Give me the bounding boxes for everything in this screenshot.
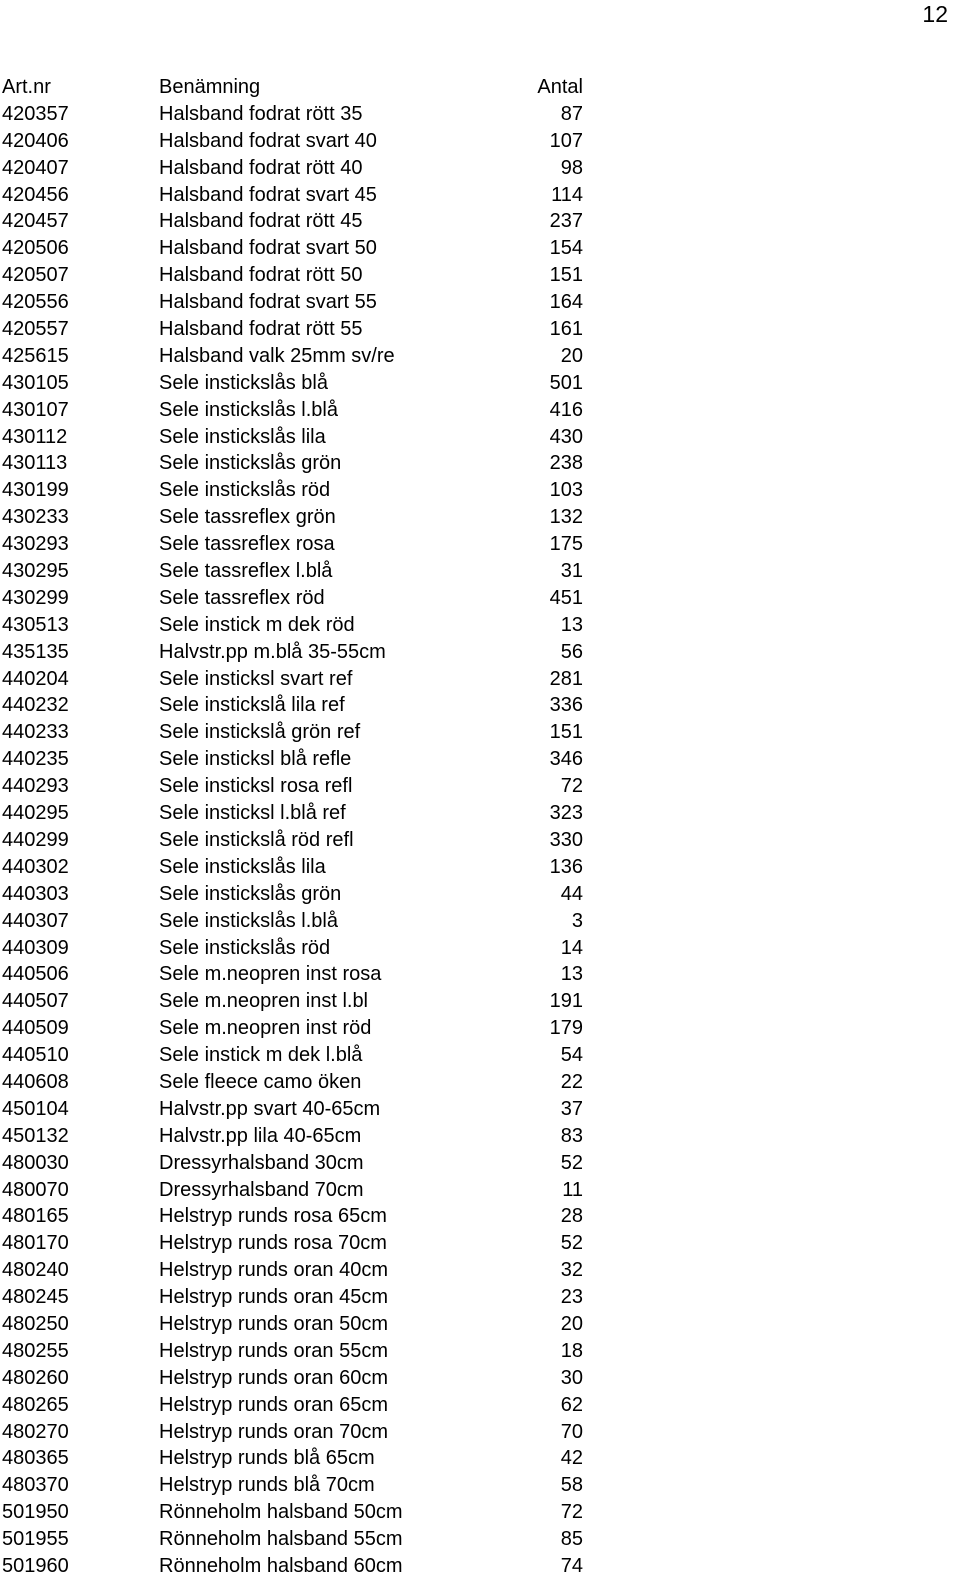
name-cell: Rönneholm halsband 60cm: [159, 1554, 403, 1577]
artnr-cell: 420507: [2, 264, 69, 287]
artnr-cell: 450132: [2, 1124, 69, 1147]
qty-cell: 32: [560, 1259, 583, 1282]
name-cell: Helstryp runds blå 65cm: [159, 1447, 375, 1470]
qty-cell: 103: [549, 479, 583, 502]
artnr-cell: 480030: [2, 1151, 69, 1174]
table-row: [0, 477, 960, 504]
qty-cell: 37: [560, 1097, 583, 1120]
artnr-cell: 430295: [2, 560, 69, 583]
header-artnr: Art.nr: [2, 76, 51, 98]
table-row: [0, 988, 960, 1015]
table-row: [0, 1419, 960, 1446]
table-row: [0, 1392, 960, 1419]
qty-cell: 330: [549, 828, 583, 851]
qty-cell: 136: [549, 855, 583, 878]
name-cell: Dressyrhalsband 70cm: [159, 1178, 364, 1201]
name-cell: Rönneholm halsband 55cm: [159, 1528, 403, 1551]
artnr-cell: 430513: [2, 613, 69, 636]
name-cell: Sele instickslå grön ref: [159, 721, 361, 744]
table-row: [0, 208, 960, 235]
qty-cell: 175: [549, 533, 583, 556]
table-row: [0, 800, 960, 827]
name-cell: Halsband fodrat rött 50: [159, 264, 363, 287]
name-cell: Dressyrhalsband 30cm: [159, 1151, 364, 1174]
name-cell: Halsband fodrat rött 40: [159, 156, 363, 179]
qty-cell: 416: [549, 398, 583, 421]
artnr-cell: 420406: [2, 129, 69, 152]
table-row: [0, 1069, 960, 1096]
table-row: [0, 1015, 960, 1042]
qty-cell: 132: [549, 506, 583, 529]
name-cell: Sele instickslås l.blå: [159, 398, 338, 421]
qty-cell: 23: [560, 1286, 583, 1309]
name-cell: Sele m.neopren inst rosa: [159, 963, 382, 986]
artnr-cell: 420357: [2, 102, 69, 125]
artnr-cell: 501950: [2, 1501, 69, 1524]
table-row: [0, 182, 960, 209]
name-cell: Sele instick m dek l.blå: [159, 1044, 363, 1067]
qty-cell: 54: [560, 1044, 583, 1067]
qty-cell: 14: [560, 936, 583, 959]
table-row: [0, 585, 960, 612]
qty-cell: 13: [560, 613, 583, 636]
table-row: [0, 1042, 960, 1069]
name-cell: Halvstr.pp svart 40-65cm: [159, 1097, 381, 1120]
name-cell: Sele instickslås grön: [159, 882, 342, 905]
table-row: [0, 1096, 960, 1123]
qty-cell: 72: [560, 1501, 583, 1524]
table-row: [0, 692, 960, 719]
artnr-cell: 420456: [2, 183, 69, 206]
table-row: [0, 1123, 960, 1150]
table-row: [0, 343, 960, 370]
name-cell: Sele instickslås blå: [159, 371, 328, 394]
name-cell: Sele insticksl l.blå ref: [159, 802, 346, 825]
table-row: [0, 935, 960, 962]
qty-cell: 18: [560, 1339, 583, 1362]
qty-cell: 114: [551, 183, 583, 206]
table-row: [0, 316, 960, 343]
artnr-cell: 480265: [2, 1393, 69, 1416]
qty-cell: 323: [549, 802, 583, 825]
table-row: [0, 101, 960, 128]
qty-cell: 161: [549, 318, 583, 341]
qty-cell: 281: [549, 667, 583, 690]
table-row: [0, 746, 960, 773]
qty-cell: 346: [549, 748, 583, 771]
table-row: [0, 370, 960, 397]
qty-cell: 31: [560, 560, 583, 583]
qty-cell: 3: [571, 909, 583, 932]
artnr-cell: 430113: [2, 452, 68, 475]
name-cell: Halvstr.pp m.blå 35-55cm: [159, 640, 386, 663]
table-row: [0, 128, 960, 155]
qty-cell: 44: [560, 882, 583, 905]
name-cell: Halsband valk 25mm sv/re: [159, 344, 395, 367]
qty-cell: 30: [560, 1366, 583, 1389]
table-row: [0, 531, 960, 558]
artnr-cell: 480170: [2, 1232, 69, 1255]
artnr-cell: 440309: [2, 936, 69, 959]
artnr-cell: 440303: [2, 882, 69, 905]
artnr-cell: 420407: [2, 156, 69, 179]
name-cell: Halvstr.pp lila 40-65cm: [159, 1124, 362, 1147]
table-row: [0, 961, 960, 988]
qty-cell: 430: [549, 425, 583, 448]
artnr-cell: 440307: [2, 909, 69, 932]
qty-cell: 52: [560, 1151, 583, 1174]
qty-cell: 151: [549, 721, 583, 744]
name-cell: Sele instick m dek röd: [159, 613, 355, 636]
header-qty: Antal: [537, 76, 583, 98]
table-row: [0, 235, 960, 262]
artnr-cell: 480245: [2, 1286, 69, 1309]
name-cell: Sele m.neopren inst l.bl: [159, 990, 369, 1013]
qty-cell: 85: [560, 1528, 583, 1551]
name-cell: Sele insticksl rosa refl: [159, 775, 353, 798]
qty-cell: 42: [560, 1447, 583, 1470]
artnr-cell: 480255: [2, 1339, 69, 1362]
name-cell: Helstryp runds blå 70cm: [159, 1474, 375, 1497]
name-cell: Sele instickslås röd: [159, 479, 331, 502]
name-cell: Sele insticksl svart ref: [159, 667, 353, 690]
table-row: [0, 558, 960, 585]
table-row: [0, 719, 960, 746]
artnr-cell: 420457: [2, 210, 69, 233]
name-cell: Helstryp runds oran 40cm: [159, 1259, 388, 1282]
name-cell: Helstryp runds rosa 65cm: [159, 1205, 387, 1228]
qty-cell: 237: [549, 210, 583, 233]
artnr-cell: 430293: [2, 533, 69, 556]
artnr-cell: 480165: [2, 1205, 69, 1228]
name-cell: Sele instickslås l.blå: [159, 909, 338, 932]
table-row: [0, 397, 960, 424]
name-cell: Sele instickslås lila: [159, 855, 326, 878]
table-row: [0, 1150, 960, 1177]
name-cell: Sele instickslås röd: [159, 936, 331, 959]
artnr-cell: 440608: [2, 1070, 69, 1093]
artnr-cell: 480070: [2, 1178, 69, 1201]
table-row: [0, 881, 960, 908]
table-row: [0, 424, 960, 451]
table-row: [0, 1472, 960, 1499]
table-header: [0, 74, 960, 101]
name-cell: Helstryp runds rosa 70cm: [159, 1232, 387, 1255]
page-number: 12: [922, 1, 948, 27]
qty-cell: 22: [560, 1070, 583, 1093]
table-row: [0, 155, 960, 182]
artnr-cell: 480370: [2, 1474, 69, 1497]
artnr-cell: 430299: [2, 586, 69, 609]
qty-cell: 191: [549, 990, 583, 1013]
artnr-cell: 420556: [2, 291, 69, 314]
table-row: [0, 1311, 960, 1338]
table-row: [0, 612, 960, 639]
qty-cell: 501: [549, 371, 583, 394]
name-cell: Sele tassreflex rosa: [159, 533, 335, 556]
name-cell: Halsband fodrat svart 55: [159, 291, 377, 314]
artnr-cell: 501960: [2, 1554, 69, 1577]
artnr-cell: 450104: [2, 1097, 69, 1120]
qty-cell: 13: [560, 963, 583, 986]
name-cell: Sele tassreflex grön: [159, 506, 336, 529]
artnr-cell: 440510: [2, 1044, 69, 1067]
artnr-cell: 430112: [2, 425, 68, 448]
artnr-cell: 440233: [2, 721, 69, 744]
table-row: [0, 1203, 960, 1230]
table-row: [0, 450, 960, 477]
qty-cell: 52: [560, 1232, 583, 1255]
name-cell: Halsband fodrat svart 40: [159, 129, 377, 152]
qty-cell: 87: [560, 102, 583, 125]
table-row: [0, 1526, 960, 1553]
qty-cell: 164: [549, 291, 583, 314]
artnr-cell: 440295: [2, 802, 69, 825]
artnr-cell: 440302: [2, 855, 69, 878]
table-row: [0, 1284, 960, 1311]
qty-cell: 154: [549, 237, 583, 260]
artnr-cell: 420506: [2, 237, 69, 260]
table-row: [0, 1177, 960, 1204]
table-row: [0, 1553, 960, 1580]
name-cell: Sele tassreflex l.blå: [159, 560, 333, 583]
name-cell: Helstryp runds oran 55cm: [159, 1339, 388, 1362]
table-row: [0, 827, 960, 854]
table-row: [0, 262, 960, 289]
artnr-cell: 480250: [2, 1312, 69, 1335]
artnr-cell: 480240: [2, 1259, 69, 1282]
name-cell: Helstryp runds oran 45cm: [159, 1286, 388, 1309]
artnr-cell: 430199: [2, 479, 69, 502]
qty-cell: 74: [560, 1554, 583, 1577]
qty-cell: 151: [549, 264, 583, 287]
qty-cell: 28: [560, 1205, 583, 1228]
artnr-cell: 440506: [2, 963, 69, 986]
artnr-cell: 480270: [2, 1420, 69, 1443]
artnr-cell: 430107: [2, 398, 69, 421]
qty-cell: 11: [562, 1178, 583, 1201]
table-row: [0, 854, 960, 881]
table-row: [0, 1257, 960, 1284]
qty-cell: 20: [560, 344, 583, 367]
artnr-cell: 430233: [2, 506, 69, 529]
name-cell: Sele fleece camo öken: [159, 1070, 362, 1093]
qty-cell: 20: [560, 1312, 583, 1335]
qty-cell: 238: [549, 452, 583, 475]
qty-cell: 56: [560, 640, 583, 663]
artnr-cell: 440204: [2, 667, 69, 690]
artnr-cell: 440293: [2, 775, 69, 798]
table-row: [0, 1230, 960, 1257]
table-row: [0, 639, 960, 666]
artnr-cell: 440509: [2, 1017, 69, 1040]
name-cell: Halsband fodrat svart 45: [159, 183, 377, 206]
name-cell: Helstryp runds oran 60cm: [159, 1366, 388, 1389]
table-row: [0, 1445, 960, 1472]
name-cell: Sele instickslås grön: [159, 452, 342, 475]
inventory-table: [0, 74, 960, 1580]
name-cell: Sele insticksl blå refle: [159, 748, 352, 771]
table-row: [0, 1365, 960, 1392]
artnr-cell: 440507: [2, 990, 69, 1013]
qty-cell: 83: [560, 1124, 583, 1147]
artnr-cell: 480260: [2, 1366, 69, 1389]
artnr-cell: 425615: [2, 344, 69, 367]
name-cell: Sele instickslå lila ref: [159, 694, 345, 717]
table-row: [0, 1338, 960, 1365]
qty-cell: 98: [560, 156, 583, 179]
qty-cell: 451: [549, 586, 583, 609]
qty-cell: 62: [560, 1393, 583, 1416]
artnr-cell: 480365: [2, 1447, 69, 1470]
name-cell: Helstryp runds oran 50cm: [159, 1312, 388, 1335]
table-row: [0, 908, 960, 935]
artnr-cell: 501955: [2, 1528, 69, 1551]
name-cell: Helstryp runds oran 65cm: [159, 1393, 388, 1416]
name-cell: Halsband fodrat svart 50: [159, 237, 377, 260]
table-row: [0, 504, 960, 531]
qty-cell: 58: [560, 1474, 583, 1497]
header-name: Benämning: [159, 76, 261, 98]
table-row: [0, 289, 960, 316]
qty-cell: 179: [549, 1017, 583, 1040]
table-row: [0, 773, 960, 800]
artnr-cell: 440232: [2, 694, 69, 717]
artnr-cell: 430105: [2, 371, 69, 394]
name-cell: Sele instickslå röd refl: [159, 828, 354, 851]
qty-cell: 70: [560, 1420, 583, 1443]
qty-cell: 72: [560, 775, 583, 798]
artnr-cell: 440299: [2, 828, 69, 851]
name-cell: Halsband fodrat rött 55: [159, 318, 363, 341]
artnr-cell: 440235: [2, 748, 69, 771]
qty-cell: 107: [549, 129, 583, 152]
qty-cell: 336: [549, 694, 583, 717]
name-cell: Sele m.neopren inst röd: [159, 1017, 372, 1040]
name-cell: Halsband fodrat rött 35: [159, 102, 363, 125]
table-row: [0, 666, 960, 693]
name-cell: Sele tassreflex röd: [159, 586, 325, 609]
name-cell: Halsband fodrat rött 45: [159, 210, 363, 233]
artnr-cell: 420557: [2, 318, 69, 341]
artnr-cell: 435135: [2, 640, 69, 663]
name-cell: Rönneholm halsband 50cm: [159, 1501, 403, 1524]
name-cell: Helstryp runds oran 70cm: [159, 1420, 388, 1443]
name-cell: Sele instickslås lila: [159, 425, 326, 448]
table-row: [0, 1499, 960, 1526]
